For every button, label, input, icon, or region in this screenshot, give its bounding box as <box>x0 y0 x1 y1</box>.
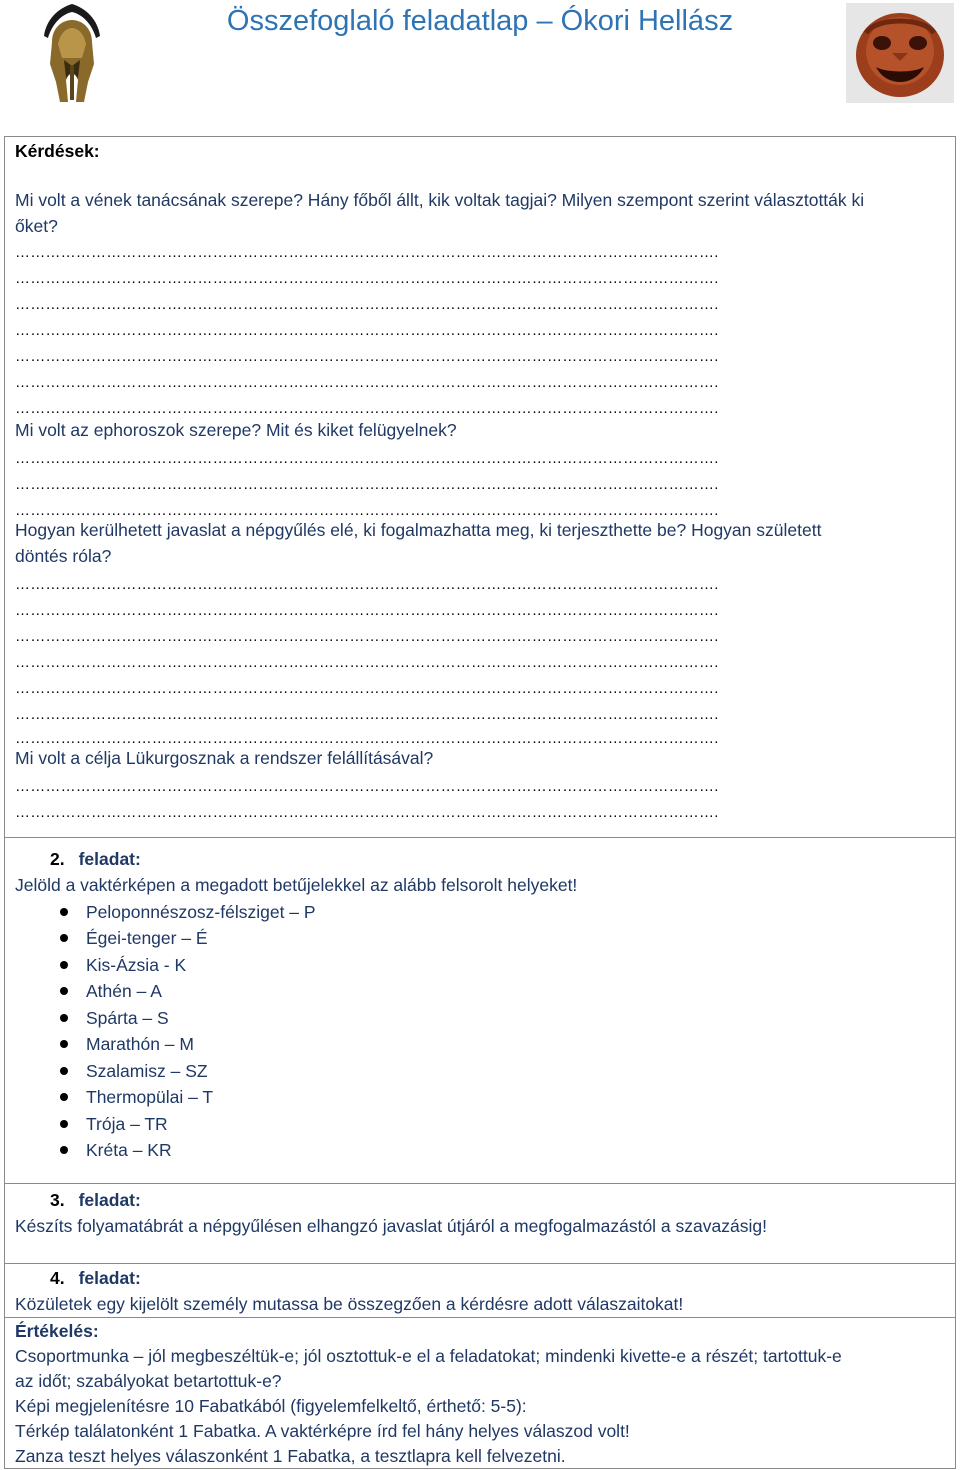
task-4-number: 4. <box>50 1268 65 1288</box>
bullet-icon <box>60 1040 68 1048</box>
answer-line[interactable]: …………………………………………………………………………………………………………………………. <box>15 400 719 417</box>
section-divider <box>5 1263 955 1264</box>
list-item: Trója – TR <box>86 1114 168 1134</box>
task-4-heading <box>50 1267 141 1289</box>
list-item: Kis-Ázsia - K <box>86 955 187 975</box>
bullet-icon <box>60 1093 68 1101</box>
section-divider <box>5 1183 955 1184</box>
answer-line[interactable]: …………………………………………………………………………………………………………………………. <box>15 628 719 645</box>
task-3-number: 3. <box>50 1190 65 1210</box>
answer-line[interactable]: …………………………………………………………………………………………………………………………. <box>15 602 719 619</box>
bullet-icon <box>60 987 68 995</box>
answer-line[interactable]: …………………………………………………………………………………………………………………………. <box>15 706 719 723</box>
answer-line[interactable]: …………………………………………………………………………………………………………………………. <box>15 476 719 493</box>
answer-line[interactable]: …………………………………………………………………………………………………………………………. <box>15 244 719 261</box>
answer-line[interactable]: …………………………………………………………………………………………………………………………. <box>15 502 719 519</box>
answer-line[interactable]: …………………………………………………………………………………………………………………………. <box>15 778 719 795</box>
bullet-icon <box>60 1146 68 1154</box>
bullet-icon <box>60 1014 68 1022</box>
bullet-icon <box>60 1067 68 1075</box>
answer-line[interactable]: …………………………………………………………………………………………………………………………. <box>15 576 719 593</box>
answer-line[interactable]: …………………………………………………………………………………………………………………………. <box>15 804 719 821</box>
task-4-instruction: Közületek egy kijelölt személy mutassa be összegzően a kérdésre adott válaszaitokat! <box>15 1294 684 1314</box>
section-divider <box>5 1317 955 1318</box>
list-item: Szalamisz – SZ <box>86 1061 208 1081</box>
evaluation-line-2: az időt; szabályokat betartottuk-e? <box>15 1371 282 1391</box>
list-item: Athén – A <box>86 981 162 1001</box>
task-2-instruction: Jelöld a vaktérképen a megadott betűjelekkel az alább felsorolt helyeket! <box>15 875 578 895</box>
answer-line[interactable]: …………………………………………………………………………………………………………………………. <box>15 348 719 365</box>
question-3-line-2: döntés róla? <box>15 546 112 566</box>
evaluation-line-3: Képi megjelenítésre 10 Fabatkából (figyelemfelkeltő, érthető: 5-5): <box>15 1396 527 1416</box>
bullet-icon <box>60 934 68 942</box>
section-divider <box>5 837 955 838</box>
task-3-label: feladat: <box>78 1190 141 1210</box>
task-3-heading <box>50 1189 141 1211</box>
list-item: Marathón – M <box>86 1034 194 1054</box>
list-item: Spárta – S <box>86 1008 169 1028</box>
evaluation-line-4: Térkép találatonként 1 Fabatka. A vaktérképre írd fel hány helyes válaszod volt! <box>15 1421 630 1441</box>
answer-line[interactable]: …………………………………………………………………………………………………………………………. <box>15 374 719 391</box>
bullet-icon <box>60 961 68 969</box>
bullet-icon <box>60 908 68 916</box>
theatre-mask-icon <box>846 3 954 103</box>
answer-line[interactable]: …………………………………………………………………………………………………………………………. <box>15 450 719 467</box>
evaluation-line-1: Csoportmunka – jól megbeszéltük-e; jól osztottuk-e el a feladatokat; mindenki kivette-e a részét; tartottuk-e <box>15 1346 842 1366</box>
answer-line[interactable]: …………………………………………………………………………………………………………………………. <box>15 296 719 313</box>
evaluation-heading: Értékelés: <box>15 1321 99 1341</box>
page-title: Összefoglaló feladatlap – Ókori Hellász <box>226 5 734 37</box>
evaluation-line-5: Zanza teszt helyes válaszonként 1 Fabatka, a tesztlapra kell felvezetni. <box>15 1446 566 1466</box>
task-3-instruction: Készíts folyamatábrát a népgyűlésen elhangzó javaslat útjáról a megfogalmazástól a szavazásig! <box>15 1216 767 1236</box>
question-1-line-1: Mi volt a vének tanácsának szerepe? Hány főből állt, kik voltak tagjai? Milyen szempont szerint választották ki <box>15 190 865 210</box>
answer-line[interactable]: …………………………………………………………………………………………………………………………. <box>15 730 719 747</box>
question-1-line-2: őket? <box>15 216 58 236</box>
list-item: Peloponnészosz-félsziget – P <box>86 902 316 922</box>
list-item: Thermopülai – T <box>86 1087 214 1107</box>
question-3-line-1: Hogyan kerülhetett javaslat a népgyűlés elé, ki fogalmazhatta meg, ki terjeszthette be? Hogyan született <box>15 520 822 540</box>
list-item: Kréta – KR <box>86 1140 172 1160</box>
answer-line[interactable]: …………………………………………………………………………………………………………………………. <box>15 270 719 287</box>
question-4: Mi volt a célja Lükurgosznak a rendszer felállításával? <box>15 748 434 768</box>
bullet-icon <box>60 1120 68 1128</box>
answer-line[interactable]: …………………………………………………………………………………………………………………………. <box>15 654 719 671</box>
answer-line[interactable]: …………………………………………………………………………………………………………………………. <box>15 322 719 339</box>
question-2: Mi volt az ephoroszok szerepe? Mit és kiket felügyelnek? <box>15 420 457 440</box>
task-2-number: 2. <box>50 849 65 869</box>
theatre-mask-image <box>846 3 954 103</box>
task-4-label: feladat: <box>78 1268 141 1288</box>
list-item: Égei-tenger – É <box>86 928 208 948</box>
page-header <box>0 0 960 110</box>
questions-heading: Kérdések: <box>15 141 100 161</box>
task-2-label: feladat: <box>78 849 141 869</box>
answer-line[interactable]: …………………………………………………………………………………………………………………………. <box>15 680 719 697</box>
task-2-heading <box>50 848 141 870</box>
